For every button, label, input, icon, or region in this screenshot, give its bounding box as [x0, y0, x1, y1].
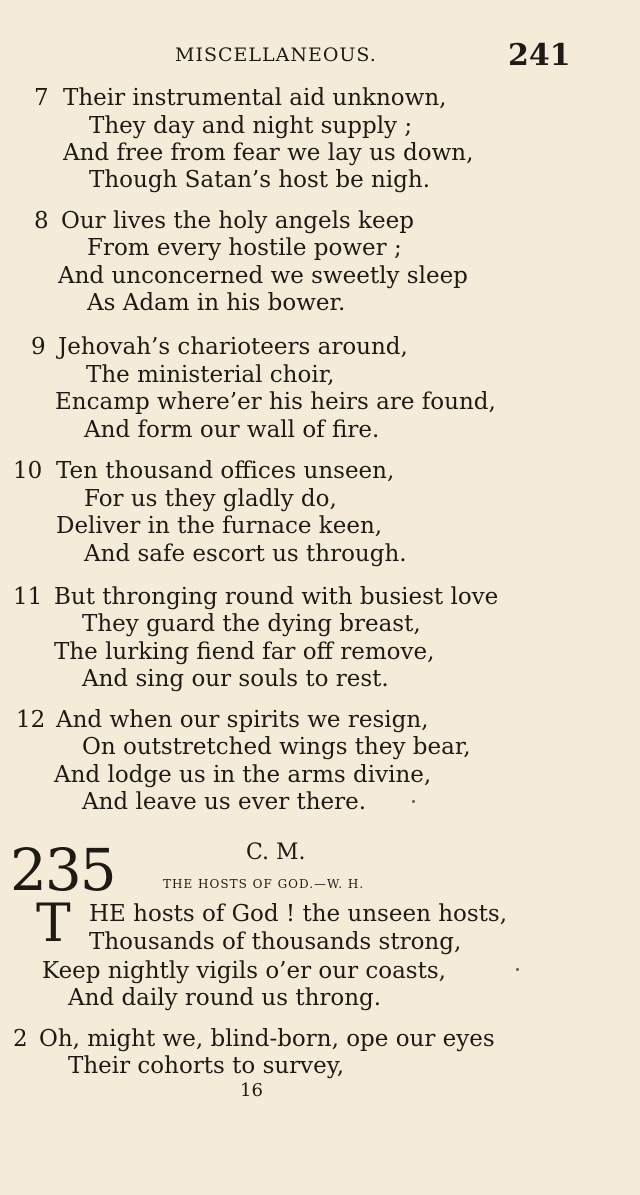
- verse-line: Their instrumental aid unknown,: [63, 85, 447, 111]
- hymn-title: THE HOSTS OF GOD.—W. H.: [163, 877, 365, 891]
- verse-line: As Adam in his bower.: [87, 290, 346, 316]
- verse-line: And lodge us in the arms divine,: [54, 762, 432, 788]
- verse-number: 7: [34, 85, 49, 111]
- verse-line: Their cohorts to survey,: [68, 1053, 345, 1079]
- verse-number: 12: [16, 707, 46, 733]
- verse-line: Jehovah’s charioteers around,: [58, 334, 408, 360]
- section-title: MISCELLANEOUS.: [175, 44, 377, 66]
- verse-number: 9: [31, 334, 46, 360]
- verse-line: And leave us ever there.: [82, 789, 367, 815]
- verse-line: They day and night supply ;: [89, 113, 413, 139]
- verse-line: Keep nightly vigils o’er our coasts,: [42, 958, 446, 984]
- verse-number: 10: [13, 458, 43, 484]
- verse-line: They guard the dying breast,: [82, 611, 421, 637]
- verse-line: And daily round us throng.: [68, 985, 382, 1011]
- verse-line: On outstretched wings they bear,: [82, 734, 471, 760]
- verse-line: Our lives the holy angels keep: [61, 208, 414, 234]
- verse-line: And free from fear we lay us down,: [63, 140, 474, 166]
- running-head: [0, 38, 640, 74]
- print-speck: [412, 800, 415, 803]
- verse-line: Ten thousand offices unseen,: [56, 458, 395, 484]
- verse-line: The lurking fiend far off remove,: [54, 639, 435, 665]
- page-number: 241: [508, 38, 571, 73]
- verse-line: Deliver in the furnace keen,: [56, 513, 383, 539]
- verse-line: The ministerial choir,: [86, 362, 335, 388]
- verse-line: Though Satan’s host be nigh.: [89, 167, 431, 193]
- printer-signature: 16: [240, 1080, 263, 1101]
- verse-line: Thousands of thousands strong,: [89, 929, 462, 955]
- verse-number: 8: [34, 208, 49, 234]
- verse-line: Oh, might we, blind-born, ope our eyes: [39, 1026, 495, 1052]
- verse-line: And safe escort us through.: [84, 541, 407, 567]
- verse-line: And form our wall of fire.: [84, 417, 380, 443]
- hymn-number: 235: [10, 836, 115, 904]
- verse-line: HE hosts of God ! the unseen hosts,: [89, 901, 508, 927]
- verse-line: And when our spirits we resign,: [56, 707, 429, 733]
- verse-line: Encamp where’er his heirs are found,: [55, 389, 496, 415]
- verse-number: 2: [13, 1026, 28, 1052]
- verse-line: From every hostile power ;: [87, 235, 402, 261]
- verse-line: For us they gladly do,: [84, 486, 337, 512]
- print-speck: [516, 968, 519, 971]
- drop-cap: T: [36, 894, 71, 954]
- verse-line: And unconcerned we sweetly sleep: [58, 263, 468, 289]
- hymn-meter: C. M.: [246, 840, 306, 865]
- verse-line: But thronging round with busiest love: [54, 584, 499, 610]
- verse-line: And sing our souls to rest.: [82, 666, 389, 692]
- verse-number: 11: [13, 584, 43, 610]
